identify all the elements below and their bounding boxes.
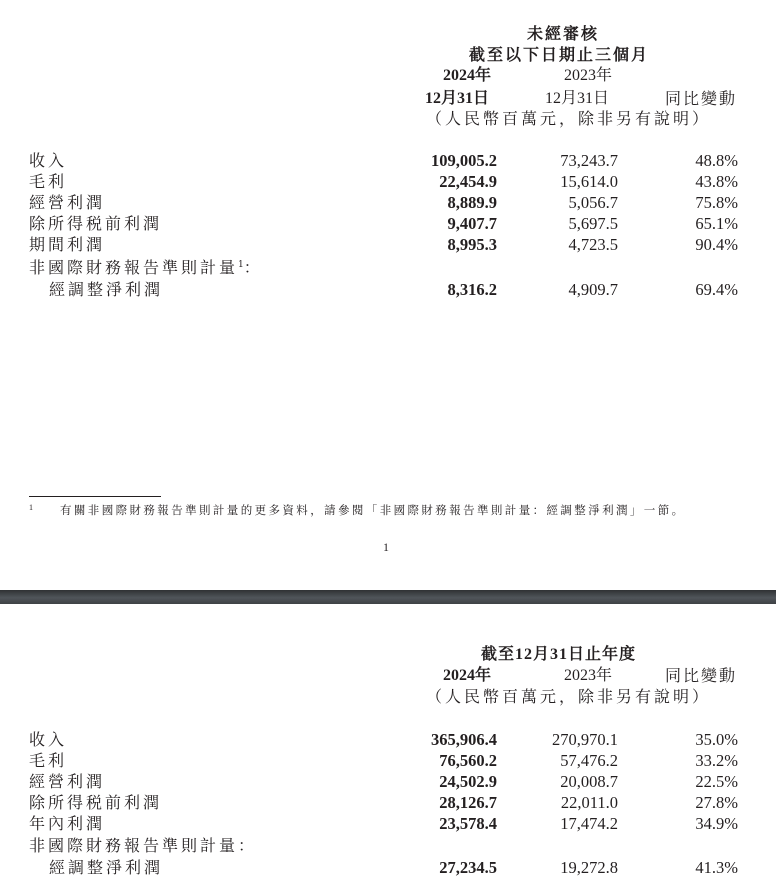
row-label: 毛利 — [29, 172, 68, 191]
value-change: 75.8% — [695, 193, 738, 212]
header-year-prior: 2023年 — [564, 67, 613, 84]
row-label: 經營利潤 — [29, 193, 106, 212]
value-prior: 22,011.0 — [560, 793, 618, 812]
row-label: 收入 — [29, 730, 68, 749]
footnote-ref[interactable]: 1 — [238, 260, 244, 270]
value-current: 8,889.9 — [447, 193, 497, 212]
value-current: 109,005.2 — [431, 151, 497, 170]
header-unit-note: （人民幣百萬元，除非另有說明） — [426, 687, 712, 706]
row-label: 經營利潤 — [29, 772, 106, 791]
header-yoy-change: 同比變動 — [665, 89, 738, 108]
page-number: 1 — [383, 540, 389, 554]
value-prior: 73,243.7 — [560, 151, 618, 170]
header-yoy-change: 同比變動 — [665, 666, 738, 685]
non-ifrs-heading: 非國際財務報告準則計量： — [29, 836, 258, 855]
value-change: 22.5% — [695, 772, 738, 791]
row-label: 年內利潤 — [29, 814, 106, 833]
value-change: 34.9% — [695, 814, 738, 833]
value-current: 22,454.9 — [439, 172, 497, 191]
header-date-prior: 12月31日 — [545, 90, 610, 107]
value-prior: 20,008.7 — [560, 772, 618, 791]
value-change: 27.8% — [695, 793, 738, 812]
value-current: 24,502.9 — [439, 772, 497, 791]
value-prior: 17,474.2 — [560, 814, 618, 833]
row-label: 除所得税前利潤 — [29, 793, 163, 812]
value-current: 365,906.4 — [431, 730, 497, 749]
header-year-current: 2024年 — [443, 667, 492, 684]
value-prior: 57,476.2 — [560, 751, 618, 770]
row-label: 期間利潤 — [29, 235, 106, 254]
value-change: 35.0% — [695, 730, 738, 749]
value-change: 90.4% — [695, 235, 738, 254]
header-year-ended: 截至12月31日止年度 — [481, 646, 637, 663]
value-change: 65.1% — [695, 214, 738, 233]
value-change: 41.3% — [695, 858, 738, 877]
value-current: 9,407.7 — [447, 214, 497, 233]
row-label: 經調整淨利潤 — [49, 858, 164, 877]
non-ifrs-heading — [29, 258, 263, 278]
value-prior: 5,697.5 — [568, 214, 618, 233]
colon: ： — [243, 258, 263, 277]
footnote-text: 有關非國際財務報告準則計量的更多資料，請參閱「非國際財務報告準則計量：經調整淨利潤」一節。 — [60, 503, 686, 517]
non-ifrs-heading-text: 非國際財務報告準則計量 — [29, 258, 239, 277]
value-change: 43.8% — [695, 172, 738, 191]
value-change: 33.2% — [695, 751, 738, 770]
value-current: 23,578.4 — [439, 814, 497, 833]
value-current: 8,316.2 — [447, 280, 497, 299]
row-label: 經調整淨利潤 — [49, 280, 164, 299]
value-prior: 4,909.7 — [568, 280, 618, 299]
value-current: 27,234.5 — [439, 858, 497, 877]
header-unit-note: （人民幣百萬元，除非另有說明） — [426, 109, 712, 128]
value-prior: 270,970.1 — [552, 730, 618, 749]
value-change: 48.8% — [695, 151, 738, 170]
row-label: 毛利 — [29, 751, 68, 770]
row-label: 收入 — [29, 151, 68, 170]
header-year-prior: 2023年 — [564, 667, 613, 684]
value-prior: 4,723.5 — [568, 235, 618, 254]
footnote-divider — [29, 496, 161, 497]
value-current: 76,560.2 — [439, 751, 497, 770]
row-label: 除所得税前利潤 — [29, 214, 163, 233]
header-date-current: 12月31日 — [425, 90, 490, 107]
value-change: 69.4% — [695, 280, 738, 299]
header-unaudited: 未經審核 — [527, 24, 600, 43]
value-prior: 15,614.0 — [560, 172, 618, 191]
document-page-2 — [0, 604, 776, 883]
value-prior: 5,056.7 — [568, 193, 618, 212]
header-year-current: 2024年 — [443, 67, 492, 84]
header-three-months: 截至以下日期止三個月 — [469, 45, 650, 64]
page-separator — [0, 590, 776, 604]
value-prior: 19,272.8 — [560, 858, 618, 877]
value-current: 28,126.7 — [439, 793, 497, 812]
value-current: 8,995.3 — [447, 235, 497, 254]
footnote-mark: 1 — [29, 503, 33, 512]
